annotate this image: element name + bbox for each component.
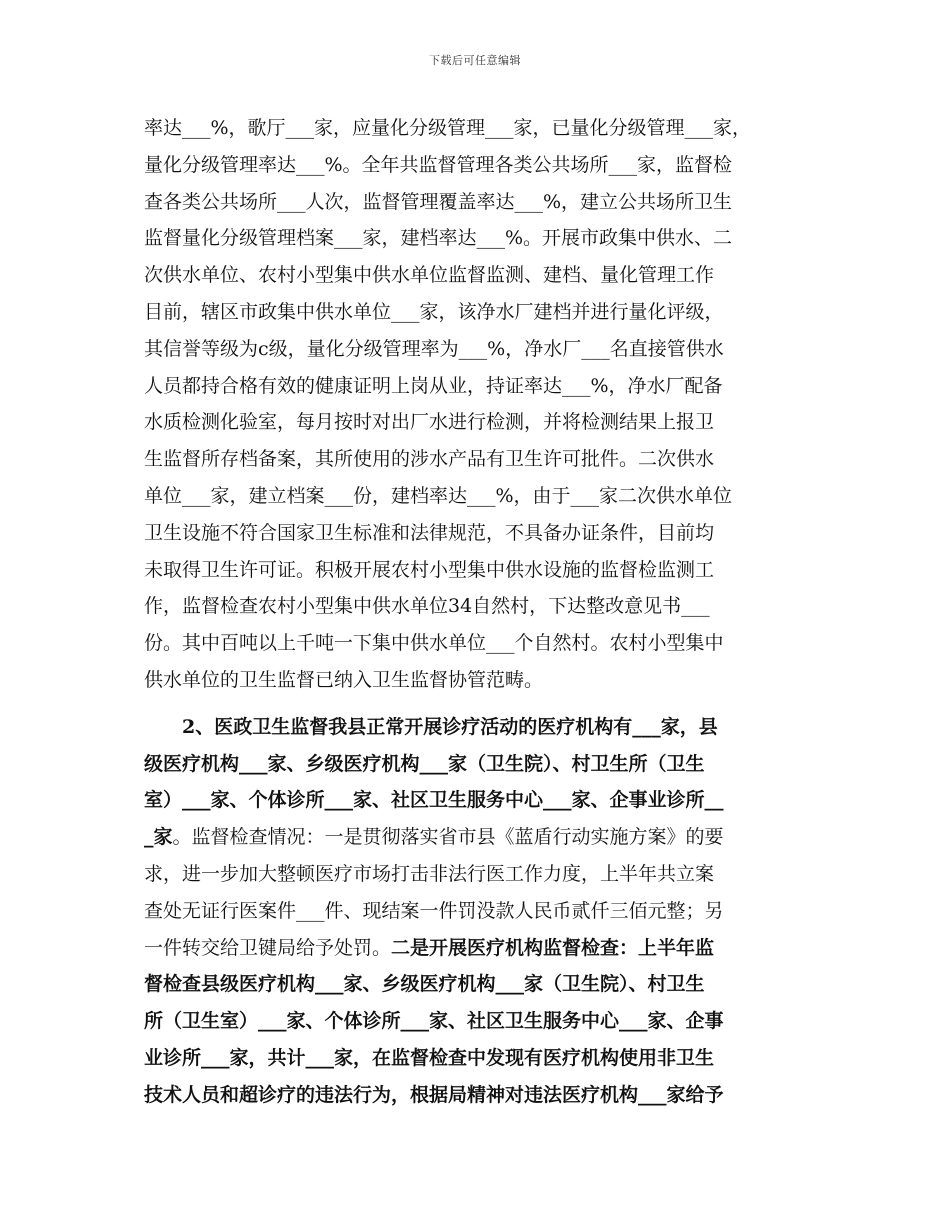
page-header: 下载后可任意编辑 — [429, 54, 521, 67]
text-line: 业诊所___家，共计___家，在监督检查中发现有医疗机构使用非卫生 — [144, 1046, 715, 1069]
text-line: 率达___%，歌厅___家，应量化分级管理___家，已量化分级管理___家， — [144, 117, 752, 139]
text-line: 目前，辖区市政集中供水单位___家，该净水厂建档并进行量化评级， — [144, 300, 724, 323]
text-line-mixed — [144, 819, 820, 856]
paragraph-spacer — [144, 699, 820, 709]
text-line: 督检查县级医疗机构___家、乡级医疗机构___家（卫生院）、村卫生 — [144, 973, 705, 996]
text-line: 供水单位的卫生监督已纳入卫生监督协管范畴。 — [144, 668, 544, 691]
text-line: 水质检测化验室，每月按时对出厂水进行检测，并将检测结果上报卫 — [144, 411, 715, 434]
text-line: 查处无证行医案件___件、现结案一件罚没款人民币贰仟三佰元整；另 — [144, 899, 724, 922]
text-segment: 一件转交给卫键局给予处罚。 — [144, 936, 392, 959]
text-line: 级医疗机构___家、乡级医疗机构___家（卫生院）、村卫生所（卫生 — [144, 752, 705, 775]
text-line: 生监督所存档备案，其所使用的涉水产品有卫生许可批件。二次供水 — [144, 448, 715, 471]
text-segment-bold: _家 — [144, 826, 173, 849]
text-line: 室）___家、个体诊所___家、社区卫生服务中心___家、企事业诊所__ — [144, 789, 724, 812]
text-line: 份。其中百吨以上千吨一下集中供水单位___个自然村。农村小型集中 — [144, 632, 724, 655]
document-body — [144, 110, 820, 1114]
text-line: 查各类公共场所___人次，监督管理覆盖率达___%，建立公共场所卫生 — [144, 190, 733, 213]
paragraph-public-places-water-supply — [144, 110, 820, 699]
text-line: 求，进一步加大整顿医疗市场打击非法行医工作力度，上半年共立案 — [144, 862, 715, 885]
text-line: 次供水单位、农村小型集中供水单位监督监测、建档、量化管理工作 — [144, 264, 715, 287]
text-line: 2、医政卫生监督我县正常开展诊疗活动的医疗机构有___家，县 — [182, 715, 718, 738]
text-segment-bold: 二是开展医疗机构监督检查：上半年监 — [391, 936, 715, 959]
text-line: 其信誉等级为c级，量化分级管理率为___%，净水厂___名直接管供水 — [144, 337, 724, 360]
text-line: 技术人员和超诊疗的违法行为，根据局精神对违法医疗机构___家给予 — [144, 1083, 724, 1106]
text-segment: 。监督检查情况：一是贯彻落实省市县《蓝盾行动实施方案》的要 — [172, 826, 724, 849]
text-line: 量化分级管理率达___%。全年共监督管理各类公共场所___家，监督检 — [144, 153, 733, 176]
text-line: 卫生设施不符合国家卫生标准和法律规范，不具备办证条件，目前均 — [144, 521, 715, 544]
text-line: 作，监督检查农村小型集中供水单位34自然村，下达整改意见书___ — [144, 595, 710, 618]
text-line: 人员都持合格有效的健康证明上岗从业，持证率达___%，净水厂配备 — [144, 374, 723, 397]
text-line-mixed — [144, 930, 820, 967]
paragraph-medical-supervision — [144, 709, 820, 1114]
text-line: 监督量化分级管理档案___家，建档率达___%。开展市政集中供水、二 — [144, 227, 733, 250]
text-line: 未取得卫生许可证。积极开展农村小型集中供水设施的监督检监测工 — [144, 558, 715, 581]
text-line: 单位___家，建立档案___份，建档率达___%，由于___家二次供水单位 — [144, 484, 733, 507]
text-line: 所（卫生室）___家、个体诊所___家、社区卫生服务中心___家、企事 — [144, 1010, 724, 1033]
